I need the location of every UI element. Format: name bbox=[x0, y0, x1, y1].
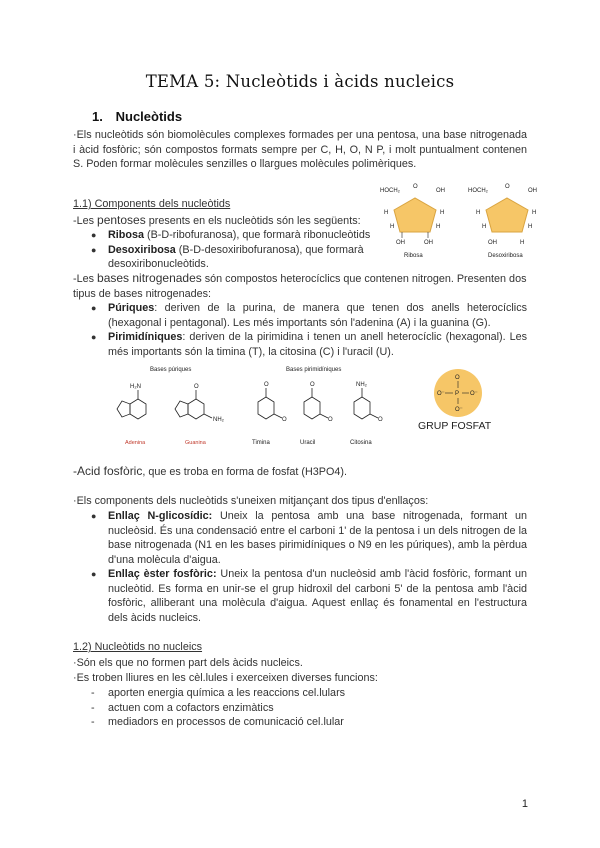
intro-paragraph: ·Els nucleòtids són biomolècules complexes formades per una pentosa, una base nitrogenada i àcid fosfòric; són compostos formats sempre per C, H, O, N P, i molt puntualment contenen S. Poden formar molècules senzilles o llargues molècules polimèriques. bbox=[73, 129, 527, 170]
bullet-icon: ● bbox=[91, 511, 97, 521]
ribosa-structure bbox=[380, 184, 445, 259]
section-title: Nucleòtids bbox=[115, 109, 183, 124]
non-nucleic-line2: ·Es troben lliures en les cèl.lules i exerceixen diverses funcions: bbox=[73, 672, 378, 684]
bullet-icon: ● bbox=[91, 569, 97, 579]
svg-text:OH: OH bbox=[528, 188, 537, 194]
links-intro: ·Els components dels nucleòtids s'uneixen mitjançant dos tipus d'enllaços: bbox=[73, 495, 429, 507]
pentoses-list bbox=[73, 228, 383, 272]
svg-text:O⁻: O⁻ bbox=[455, 407, 463, 413]
svg-text:OH: OH bbox=[424, 240, 433, 246]
svg-text:H: H bbox=[520, 240, 525, 246]
page-title: TEMA 5: Nucleòtids i àcids nucleics bbox=[145, 72, 455, 91]
base-name-citosina: Citosina bbox=[350, 440, 372, 446]
svg-text:O⁻: O⁻ bbox=[470, 391, 478, 397]
pentoses-prefix: -Les bbox=[73, 215, 98, 227]
desoxiribosa-structure bbox=[468, 184, 537, 259]
phosphate-group-figure bbox=[433, 368, 483, 418]
svg-text:OH: OH bbox=[396, 240, 405, 246]
base-name-uracil: Uracil bbox=[300, 440, 316, 446]
bases-intro: -Les bases nitrogenades són compostos heterocíclics que contenen nitrogen. Presenten dos tipus de bases nitrogenades: bbox=[73, 271, 527, 300]
svg-text:H: H bbox=[532, 210, 537, 216]
svg-text:H: H bbox=[476, 210, 481, 216]
list-item: - aporten energia química a les reaccions cel.lulars bbox=[91, 687, 346, 699]
desoxiribosa-ring bbox=[486, 198, 528, 232]
svg-text:O: O bbox=[264, 382, 269, 388]
desoxiribosa-label: Desoxiribosa bbox=[488, 253, 523, 259]
list-item: - actuen com a cofactors enzimàtics bbox=[91, 701, 274, 714]
list-item: ● Enllaç N-glicosídic: Uneix la pentosa amb una base nitrogenada, formant un nucleòsid. És una condensació entre el carboni 1' de la pentosa i un dels nitrogen de la base nitrogenada (N1 en les bases pirimidíniques o N9 en les púriques), amb la pèrdua d'una molècula d'aigua. bbox=[91, 510, 527, 566]
list-item: ● Desoxiribosa (B-D-desoxiribofuranosa), que formarà desoxiribonucleòtids. bbox=[91, 243, 364, 270]
bullet-icon: ● bbox=[91, 303, 97, 313]
section-number: 1. bbox=[92, 109, 103, 124]
pentoses-word: pentoses bbox=[97, 213, 146, 227]
base-name-adenina: Adenina bbox=[125, 440, 146, 446]
guanina-structure bbox=[175, 390, 212, 419]
svg-text:H: H bbox=[528, 224, 533, 230]
acid-word: -Acid fosfòric bbox=[73, 464, 143, 478]
bullet-icon: ● bbox=[91, 230, 97, 240]
pirimidiniques-title: Bases pirimidíniques bbox=[286, 367, 342, 373]
adenina-structure bbox=[117, 390, 146, 419]
svg-text:NH₂: NH₂ bbox=[356, 382, 367, 388]
bullet-icon: ● bbox=[91, 244, 97, 255]
svg-text:HOCH₂: HOCH₂ bbox=[380, 188, 400, 194]
svg-text:O: O bbox=[282, 417, 287, 423]
dash-icon: - bbox=[91, 716, 95, 728]
svg-text:O: O bbox=[505, 184, 510, 190]
bases-word: bases nitrogenades bbox=[97, 271, 202, 285]
svg-text:H: H bbox=[390, 224, 395, 230]
svg-text:O: O bbox=[194, 384, 199, 390]
links-list bbox=[73, 509, 527, 625]
svg-text:H: H bbox=[384, 210, 389, 216]
list-item: ● Ribosa (B-D-ribofuranosa), que formarà ribonucleòtids bbox=[91, 229, 371, 241]
svg-text:OH: OH bbox=[436, 188, 445, 194]
base-name-guanina: Guanina bbox=[185, 440, 206, 446]
svg-text:H: H bbox=[436, 224, 441, 230]
subsection-heading-non-nucleic: 1.2) Nucleòtids no nucleics bbox=[73, 641, 203, 653]
puriques-title: Bases púriques bbox=[150, 367, 192, 373]
svg-text:O: O bbox=[328, 417, 333, 423]
non-nucleic-line1: ·Són els que no formen part dels àcids nucleics. bbox=[73, 657, 303, 669]
ribosa-label: Ribosa bbox=[404, 253, 423, 259]
subsection-heading-components: 1.1) Components dels nucleòtids bbox=[73, 198, 231, 210]
acid-line: -Acid fosfòric, que es troba en forma de fosfat (H3PO4). bbox=[73, 464, 348, 478]
bullet-icon: ● bbox=[91, 332, 97, 342]
svg-text:O: O bbox=[413, 184, 418, 190]
list-item: ● Pirimidíniques: deriven de la pirimidina i tenen un anell heterocíclic (hexagonal). Les més importants són la timina (T), la citosina (C) i l'uracil (U). bbox=[91, 331, 527, 358]
svg-text:NH₂: NH₂ bbox=[213, 417, 224, 423]
svg-text:P: P bbox=[455, 391, 460, 397]
list-item: - mediadors en processos de comunicació cel.lular bbox=[91, 716, 344, 728]
phosphate-label: GRUP FOSFAT bbox=[418, 420, 492, 432]
bases-list bbox=[73, 301, 527, 359]
pentoses-suffix: presents en els nucleòtids són les següents: bbox=[145, 215, 361, 227]
list-item: ● Púriques: deriven de la purina, de manera que tenen dos anells heterocíclics (hexagonal i pentagonal). Les més importants són l'adenina (A) i la guanina (G). bbox=[91, 302, 527, 329]
svg-text:O: O bbox=[310, 382, 315, 388]
base-name-timina: Timina bbox=[252, 440, 270, 446]
nitrogen-bases-figure bbox=[110, 364, 400, 448]
list-item: ● Enllaç èster fosfòric: Uneix la pentosa d'un nucleòsid amb l'àcid fosfòric, formant un nucleòtid. Es forma en unir-se el grup hidroxil del carboni 5' de la pentosa amb l'àcid fosfòric, alliberant una molècula d'aigua. Aquest enllaç és fonamental en l'estructura dels àcids nucleics. bbox=[91, 568, 527, 624]
pentose-structures-figure bbox=[370, 180, 550, 260]
citosina-structure bbox=[354, 388, 378, 419]
timina-structure bbox=[258, 388, 282, 419]
functions-list bbox=[73, 686, 527, 730]
svg-text:O⁻: O⁻ bbox=[437, 391, 445, 397]
svg-text:O: O bbox=[378, 417, 383, 423]
svg-text:O: O bbox=[455, 375, 460, 381]
dash-icon: - bbox=[91, 701, 95, 714]
svg-text:H: H bbox=[440, 210, 445, 216]
svg-text:H: H bbox=[482, 224, 487, 230]
dash-icon: - bbox=[91, 687, 95, 699]
svg-text:OH: OH bbox=[488, 240, 497, 246]
svg-text:H₂N: H₂N bbox=[130, 384, 141, 390]
uracil-structure bbox=[304, 388, 328, 419]
page-number: 1 bbox=[521, 798, 528, 810]
ribosa-ring bbox=[394, 198, 436, 232]
svg-text:HOCH₂: HOCH₂ bbox=[468, 188, 488, 194]
pentoses-intro bbox=[73, 213, 373, 229]
section-heading bbox=[92, 109, 182, 124]
